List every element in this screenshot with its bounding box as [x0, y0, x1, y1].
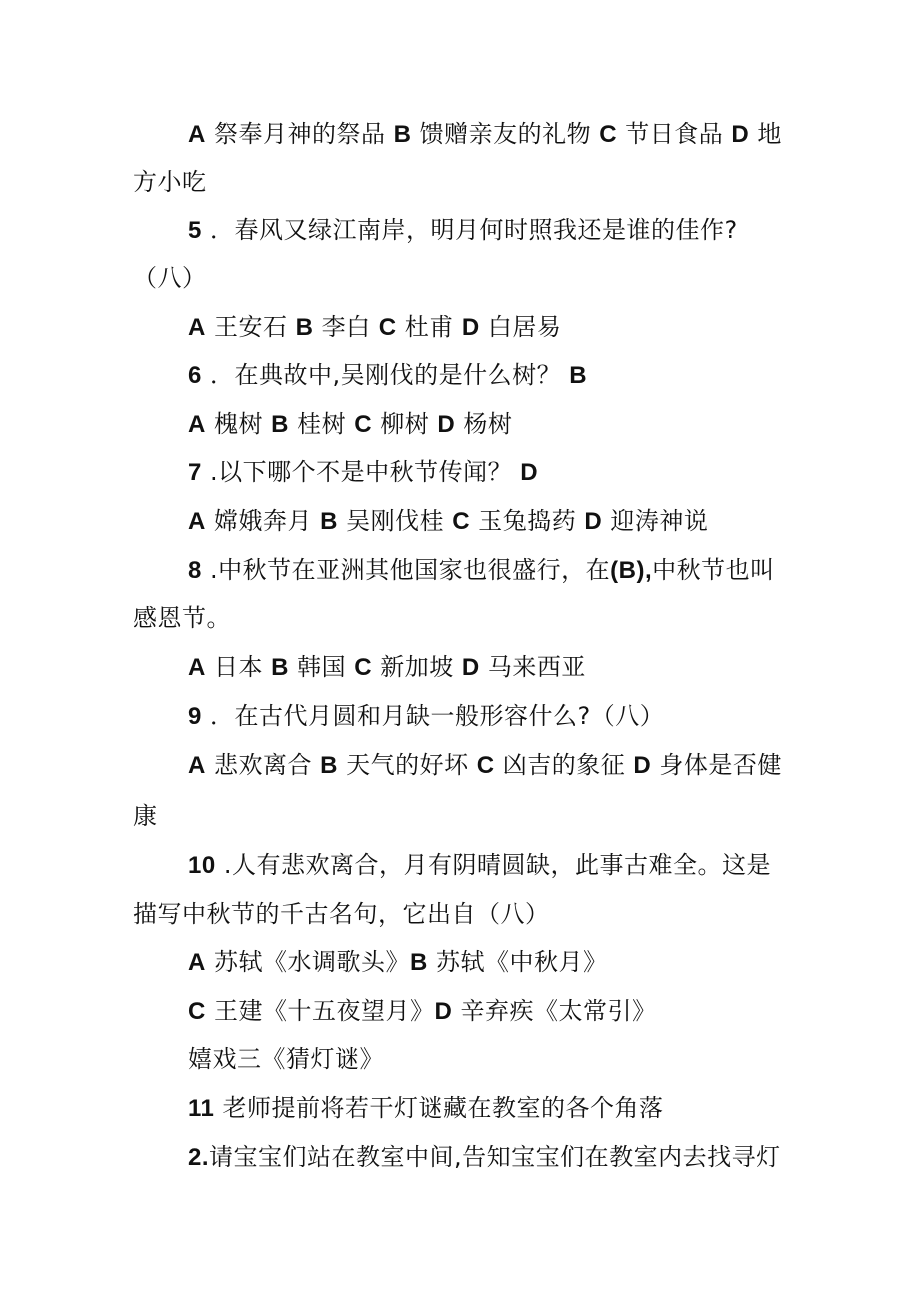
step-text: 老师提前将若干灯谜藏在教室的各个角落	[222, 1094, 664, 1122]
option-letter: D	[461, 314, 480, 341]
options-q5	[188, 311, 561, 344]
option-text: 新加坡	[380, 653, 454, 681]
option-letter: A	[188, 314, 206, 341]
option-letter: A	[188, 121, 206, 148]
option-text: 苏轼《中秋月》	[435, 948, 608, 976]
question-number: 6	[188, 362, 202, 389]
question-text: ．在古代月圆和月缺一般形容什么?（八）	[210, 702, 665, 730]
option-text: 苏轼《水调歌头》	[213, 948, 410, 976]
option-text: 李白	[321, 313, 371, 341]
option-letter: C	[452, 508, 471, 535]
option-letter: A	[188, 411, 206, 438]
option-letter: B	[295, 314, 314, 341]
option-text: 吴刚伐桂	[346, 507, 445, 535]
option-text: 凶吉的象征	[502, 751, 626, 779]
option-text: 槐树	[213, 410, 263, 438]
question-6	[188, 359, 587, 392]
option-letter: A	[188, 949, 206, 976]
options-q9	[188, 749, 782, 782]
option-letter: A	[188, 752, 206, 779]
step-1	[188, 1092, 664, 1125]
question-number: 8	[188, 557, 202, 584]
options-q10-row2	[188, 995, 656, 1028]
question-number: 9	[188, 703, 202, 730]
text-line: 描写中秋节的千古名句，它出自（八）	[133, 900, 550, 928]
option-letter: C	[476, 752, 495, 779]
step-text: 请宝宝们站在教室中间,告知宝宝们在教室内去找寻灯	[209, 1143, 781, 1171]
option-text: 杜甫	[404, 313, 454, 341]
option-text: 身体是否健	[659, 751, 782, 779]
option-letter: C	[354, 654, 373, 681]
option-letter: B	[409, 949, 428, 976]
option-text: 韩国	[297, 653, 347, 681]
step-number: 2.	[188, 1144, 210, 1171]
option-letter: C	[599, 121, 618, 148]
step-2	[188, 1141, 781, 1174]
option-text: 玉兔捣药	[478, 507, 577, 535]
answer-letter: (B),	[610, 557, 653, 584]
answer-letter: D	[520, 459, 539, 486]
options-q7	[188, 505, 708, 538]
question-number: 7	[188, 459, 202, 486]
options-q6	[188, 408, 512, 441]
option-letter: D	[731, 121, 750, 148]
question-10	[188, 849, 771, 882]
option-text: 节日食品	[625, 120, 724, 148]
option-letter: D	[584, 508, 603, 535]
question-number: 5	[188, 217, 202, 244]
text-line: 方小吃	[133, 168, 207, 196]
options-q8	[188, 651, 586, 684]
option-text: 祭奉月神的祭品	[213, 120, 386, 148]
option-text: 王安石	[213, 313, 288, 341]
option-text: 王建《十五夜望月》	[213, 997, 435, 1025]
option-text: 白居易	[487, 313, 562, 341]
option-letter: D	[437, 411, 456, 438]
options-q10-row1	[188, 946, 607, 979]
question-8	[188, 554, 775, 587]
option-letter: B	[271, 411, 289, 438]
option-text: 辛弃疾《太常引》	[460, 997, 657, 1025]
option-letter: C	[188, 998, 206, 1025]
answer-placeholder: （八）	[133, 264, 207, 292]
option-letter: A	[188, 654, 206, 681]
option-text: 天气的好坏	[346, 751, 469, 779]
option-letter: B	[320, 752, 338, 779]
question-text-cont: 中秋节也叫	[652, 556, 775, 584]
question-text: .人有悲欢离合，月有阴晴圆缺，此事古难全。这是	[223, 851, 771, 879]
question-number: 10	[188, 852, 216, 879]
answer-letter: B	[569, 362, 588, 389]
option-text: 日本	[213, 653, 263, 681]
option-letter: B	[271, 654, 289, 681]
question-text: .以下哪个不是中秋节传闻？	[210, 458, 513, 486]
option-letter: A	[188, 508, 206, 535]
question-text: .中秋节在亚洲其他国家也很盛行，在	[210, 556, 611, 584]
option-letter: B	[320, 508, 338, 535]
option-letter: B	[393, 121, 412, 148]
option-text: 嫦娥奔月	[213, 507, 312, 535]
question-text: ．在典故中,吴刚伐的是什么树？	[210, 361, 562, 389]
option-text: 柳树	[380, 410, 430, 438]
text-line: 感恩节。	[133, 604, 231, 632]
options-q4	[188, 118, 782, 151]
text-line: 康	[133, 802, 158, 830]
option-text: 悲欢离合	[213, 751, 312, 779]
option-letter: D	[633, 752, 652, 779]
question-9	[188, 700, 664, 733]
option-text: 马来西亚	[487, 653, 586, 681]
section-heading: 嬉戏三《猜灯谜》	[188, 1045, 384, 1073]
step-number: 11	[188, 1095, 215, 1122]
option-text: 杨树	[463, 410, 513, 438]
option-text: 馈赠亲友的礼物	[419, 120, 592, 148]
question-text: ．春风又绿江南岸，明月何时照我还是谁的佳作?	[210, 216, 738, 244]
option-letter: C	[378, 314, 397, 341]
option-text: 地	[757, 120, 782, 148]
option-text: 桂树	[297, 410, 347, 438]
option-text: 迎涛神说	[610, 507, 709, 535]
question-5	[188, 214, 738, 247]
option-letter: C	[354, 411, 373, 438]
option-letter: D	[434, 998, 453, 1025]
question-7	[188, 456, 538, 489]
option-letter: D	[461, 654, 480, 681]
